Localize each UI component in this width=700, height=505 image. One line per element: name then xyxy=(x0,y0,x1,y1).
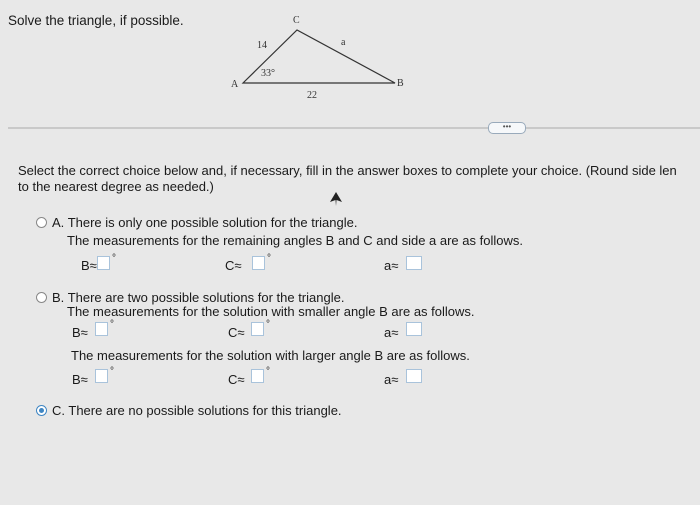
vertex-a-label: A xyxy=(231,79,239,90)
section-divider xyxy=(8,127,700,129)
choice-b-title: There are two possible solutions for the triangle. xyxy=(67,290,345,305)
choice-b1-c-degree: ° xyxy=(266,319,270,330)
choice-c-radio[interactable] xyxy=(36,405,47,416)
choice-b1-b-degree: ° xyxy=(110,319,114,330)
choice-a-c-input[interactable] xyxy=(252,256,265,270)
choice-b1-b-label: B≈ xyxy=(72,325,88,340)
choice-b1-c-label: C≈ xyxy=(228,325,245,340)
choice-a-letter: A. xyxy=(52,215,65,230)
side-ab-label: 22 xyxy=(307,90,317,101)
choice-b1-a-label: a≈ xyxy=(384,325,399,340)
choice-a-subtitle: The measurements for the remaining angles B and C and side a are as follows. xyxy=(67,233,523,248)
choice-a-option[interactable] xyxy=(52,215,357,230)
choice-b2-b-degree: ° xyxy=(110,366,114,377)
choice-b-letter: B. xyxy=(52,290,65,305)
vertex-c-label: C xyxy=(293,15,300,26)
choice-b2-c-degree: ° xyxy=(266,366,270,377)
choice-b-radio[interactable] xyxy=(36,292,47,303)
choice-a-c-degree: ° xyxy=(267,253,271,264)
triangle-diagram xyxy=(225,8,415,103)
choice-b1-c-input[interactable] xyxy=(251,322,264,336)
choice-a-b-label: B≈ xyxy=(81,258,97,273)
vertex-b-label: B xyxy=(397,78,404,89)
choice-c-title: There are no possible solutions for this triangle. xyxy=(68,403,342,418)
choice-c-option[interactable] xyxy=(52,403,342,418)
choice-a-b-degree: ° xyxy=(112,253,116,264)
choice-b2-b-input[interactable] xyxy=(95,369,108,383)
instructions-line2: to the nearest degree as needed.) xyxy=(18,179,214,194)
more-options-button[interactable]: ••• xyxy=(488,122,526,134)
choice-a-a-label: a≈ xyxy=(384,258,399,273)
side-cb-label: a xyxy=(341,37,346,48)
mouse-cursor-icon xyxy=(330,192,342,206)
angle-a-label: 33° xyxy=(261,68,275,79)
choice-b2-a-input[interactable] xyxy=(406,369,422,383)
choice-b2-b-label: B≈ xyxy=(72,372,88,387)
choice-c-letter: C. xyxy=(52,403,65,418)
choice-b2-c-label: C≈ xyxy=(228,372,245,387)
choice-a-c-label: C≈ xyxy=(225,258,242,273)
choice-a-radio[interactable] xyxy=(36,217,47,228)
instructions xyxy=(18,163,700,195)
choice-b-subtitle-smaller: The measurements for the solution with smaller angle B are as follows. xyxy=(67,304,475,319)
choice-b-option[interactable] xyxy=(52,290,344,305)
choice-a-a-input[interactable] xyxy=(406,256,422,270)
side-ac-label: 14 xyxy=(257,40,267,51)
problem-prompt: Solve the triangle, if possible. xyxy=(8,13,184,28)
choice-a-title: There is only one possible solution for the triangle. xyxy=(67,215,358,230)
choice-b1-a-input[interactable] xyxy=(406,322,422,336)
choice-b2-c-input[interactable] xyxy=(251,369,264,383)
choice-b-subtitle-larger: The measurements for the solution with larger angle B are as follows. xyxy=(71,348,470,363)
choice-b1-b-input[interactable] xyxy=(95,322,108,336)
choice-b2-a-label: a≈ xyxy=(384,372,399,387)
instructions-line1: Select the correct choice below and, if necessary, fill in the answer boxes to complete your choice. (Round side len xyxy=(18,163,677,178)
choice-a-b-input[interactable] xyxy=(97,256,110,270)
